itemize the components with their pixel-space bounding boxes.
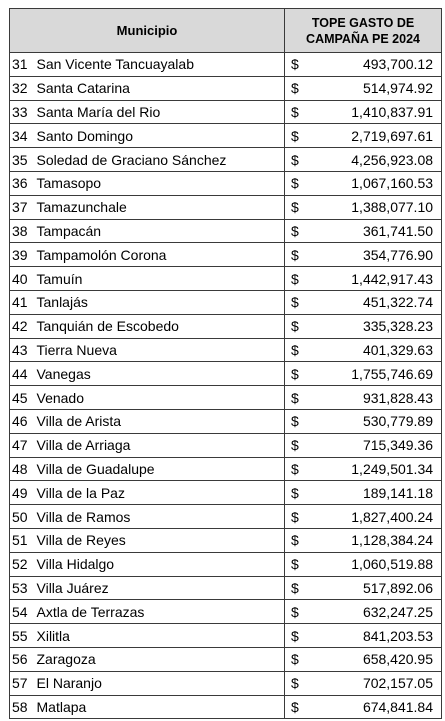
row-number: 44 — [10, 362, 36, 386]
currency-symbol: $ — [285, 647, 309, 671]
table-row — [10, 171, 442, 195]
spending-amount: 2,719,697.61 — [309, 124, 442, 148]
spending-amount: 517,892.06 — [309, 576, 442, 600]
spending-amount: 1,060,519.88 — [309, 552, 442, 576]
table-row — [10, 433, 442, 457]
spending-amount: 1,128,384.24 — [309, 528, 442, 552]
table-row — [10, 695, 442, 719]
spending-amount: 715,349.36 — [309, 433, 442, 457]
table-row — [10, 624, 442, 648]
spending-amount: 335,328.23 — [309, 314, 442, 338]
row-number: 34 — [10, 124, 36, 148]
table-row — [10, 243, 442, 267]
table-row — [10, 671, 442, 695]
table-row — [10, 100, 442, 124]
row-number: 39 — [10, 243, 36, 267]
row-number: 45 — [10, 386, 36, 410]
table-row — [10, 219, 442, 243]
row-number: 33 — [10, 100, 36, 124]
municipio-name: Venado — [36, 386, 285, 410]
spending-amount: 658,420.95 — [309, 647, 442, 671]
table-row — [10, 409, 442, 433]
currency-symbol: $ — [285, 100, 309, 124]
currency-symbol: $ — [285, 195, 309, 219]
row-number: 32 — [10, 76, 36, 100]
row-number: 52 — [10, 552, 36, 576]
spending-amount: 1,388,077.10 — [309, 195, 442, 219]
table-row — [10, 576, 442, 600]
table-row — [10, 647, 442, 671]
table-row — [10, 338, 442, 362]
currency-symbol: $ — [285, 362, 309, 386]
currency-symbol: $ — [285, 148, 309, 172]
row-number: 48 — [10, 457, 36, 481]
row-number: 46 — [10, 409, 36, 433]
spending-amount: 931,828.43 — [309, 386, 442, 410]
row-number: 42 — [10, 314, 36, 338]
municipio-name: Xilitla — [36, 624, 285, 648]
municipio-name: Matlapa — [36, 695, 285, 719]
municipio-name: Villa de Arriaga — [36, 433, 285, 457]
spending-amount: 702,157.05 — [309, 671, 442, 695]
currency-symbol: $ — [285, 624, 309, 648]
spending-amount: 1,755,746.69 — [309, 362, 442, 386]
municipio-name: Villa de la Paz — [36, 481, 285, 505]
municipio-name: Tierra Nueva — [36, 338, 285, 362]
row-number: 55 — [10, 624, 36, 648]
table-row — [10, 362, 442, 386]
row-number: 36 — [10, 171, 36, 195]
municipio-name: Tamuín — [36, 267, 285, 291]
spending-amount: 361,741.50 — [309, 219, 442, 243]
table-row — [10, 76, 442, 100]
municipio-name: Villa de Ramos — [36, 505, 285, 529]
currency-symbol: $ — [285, 481, 309, 505]
municipio-name: Tampacán — [36, 219, 285, 243]
row-number: 38 — [10, 219, 36, 243]
currency-symbol: $ — [285, 314, 309, 338]
currency-symbol: $ — [285, 243, 309, 267]
header-row — [10, 9, 442, 53]
header-tope-gasto — [285, 9, 442, 53]
row-number: 40 — [10, 267, 36, 291]
spending-amount: 1,249,501.34 — [309, 457, 442, 481]
currency-symbol: $ — [285, 576, 309, 600]
table-row — [10, 600, 442, 624]
spending-amount: 4,256,923.08 — [309, 148, 442, 172]
currency-symbol: $ — [285, 457, 309, 481]
spending-amount: 530,779.89 — [309, 409, 442, 433]
municipio-name: Axtla de Terrazas — [36, 600, 285, 624]
municipio-name: Vanegas — [36, 362, 285, 386]
municipio-name: Tamazunchale — [36, 195, 285, 219]
currency-symbol: $ — [285, 124, 309, 148]
spending-amount: 1,410,837.91 — [309, 100, 442, 124]
table-row — [10, 552, 442, 576]
spending-amount: 841,203.53 — [309, 624, 442, 648]
spending-amount: 401,329.63 — [309, 338, 442, 362]
municipio-name: Santa María del Rio — [36, 100, 285, 124]
municipio-name: Santa Catarina — [36, 76, 285, 100]
campaign-spending-table — [9, 8, 442, 719]
municipio-name: Villa Hidalgo — [36, 552, 285, 576]
row-number: 37 — [10, 195, 36, 219]
table-row — [10, 386, 442, 410]
municipio-name: Santo Domingo — [36, 124, 285, 148]
spending-amount: 1,067,160.53 — [309, 171, 442, 195]
table-container — [9, 8, 441, 719]
municipio-name: Zaragoza — [36, 647, 285, 671]
municipio-name: Tanquián de Escobedo — [36, 314, 285, 338]
spending-amount: 514,974.92 — [309, 76, 442, 100]
currency-symbol: $ — [285, 76, 309, 100]
municipio-name: Tampamolón Corona — [36, 243, 285, 267]
row-number: 47 — [10, 433, 36, 457]
currency-symbol: $ — [285, 219, 309, 243]
table-row — [10, 528, 442, 552]
row-number: 51 — [10, 528, 36, 552]
row-number: 58 — [10, 695, 36, 719]
header-tope-line1: TOPE GASTO DE — [311, 15, 415, 30]
currency-symbol: $ — [285, 267, 309, 291]
municipio-name: Villa de Arista — [36, 409, 285, 433]
municipio-name: San Vicente Tancuayalab — [36, 53, 285, 77]
spending-amount: 632,247.25 — [309, 600, 442, 624]
currency-symbol: $ — [285, 505, 309, 529]
row-number: 31 — [10, 53, 36, 77]
municipio-name: Soledad de Graciano Sánchez — [36, 148, 285, 172]
header-tope-line2: CAMPAÑA PE 2024 — [306, 31, 420, 46]
currency-symbol: $ — [285, 338, 309, 362]
spending-amount: 493,700.12 — [309, 53, 442, 77]
table-body — [10, 53, 442, 719]
row-number: 53 — [10, 576, 36, 600]
currency-symbol: $ — [285, 600, 309, 624]
spending-amount: 674,841.84 — [309, 695, 442, 719]
municipio-name: El Naranjo — [36, 671, 285, 695]
municipio-name: Villa de Guadalupe — [36, 457, 285, 481]
row-number: 50 — [10, 505, 36, 529]
currency-symbol: $ — [285, 290, 309, 314]
table-row — [10, 457, 442, 481]
spending-amount: 189,141.18 — [309, 481, 442, 505]
currency-symbol: $ — [285, 695, 309, 719]
row-number: 43 — [10, 338, 36, 362]
municipio-name: Tanlajás — [36, 290, 285, 314]
municipio-name: Villa de Reyes — [36, 528, 285, 552]
spending-amount: 354,776.90 — [309, 243, 442, 267]
table-row — [10, 267, 442, 291]
table-header — [10, 9, 442, 53]
table-row — [10, 124, 442, 148]
currency-symbol: $ — [285, 171, 309, 195]
currency-symbol: $ — [285, 552, 309, 576]
currency-symbol: $ — [285, 671, 309, 695]
header-municipio: Municipio — [10, 9, 285, 53]
currency-symbol: $ — [285, 528, 309, 552]
table-row — [10, 481, 442, 505]
table-row — [10, 148, 442, 172]
table-row — [10, 195, 442, 219]
row-number: 41 — [10, 290, 36, 314]
table-row — [10, 53, 442, 77]
row-number: 49 — [10, 481, 36, 505]
municipio-name: Tamasopo — [36, 171, 285, 195]
row-number: 35 — [10, 148, 36, 172]
currency-symbol: $ — [285, 53, 309, 77]
row-number: 57 — [10, 671, 36, 695]
row-number: 56 — [10, 647, 36, 671]
spending-amount: 1,442,917.43 — [309, 267, 442, 291]
currency-symbol: $ — [285, 386, 309, 410]
currency-symbol: $ — [285, 409, 309, 433]
table-row — [10, 505, 442, 529]
currency-symbol: $ — [285, 433, 309, 457]
table-row — [10, 290, 442, 314]
municipio-name: Villa Juárez — [36, 576, 285, 600]
spending-amount: 451,322.74 — [309, 290, 442, 314]
spending-amount: 1,827,400.24 — [309, 505, 442, 529]
row-number: 54 — [10, 600, 36, 624]
table-row — [10, 314, 442, 338]
